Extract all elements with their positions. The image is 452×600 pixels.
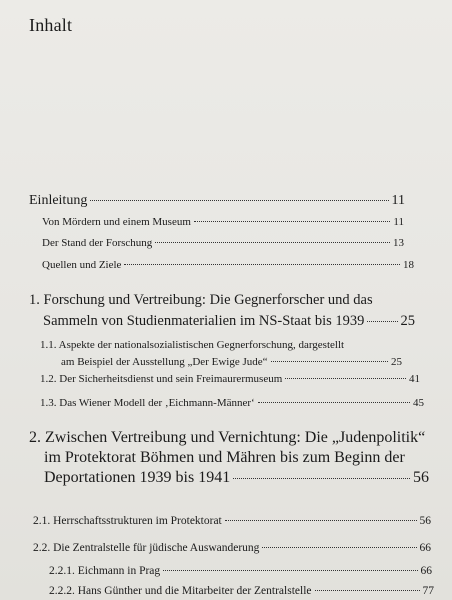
dot-leader [285, 378, 406, 379]
dot-leader [225, 520, 417, 521]
toc-entry-page: 11 [393, 216, 404, 228]
chapter-title-line: Sammeln von Studienmaterialien im NS-Staat bis 1939 [43, 313, 365, 329]
toc-entry-page: 13 [393, 237, 404, 249]
toc-entry-page: 77 [422, 585, 434, 597]
toc-entry-page: 45 [413, 397, 424, 409]
toc-entry-title [40, 397, 255, 409]
chapter-number: 2. [29, 429, 41, 446]
dot-leader [367, 321, 397, 322]
section-title: Der Sicherheitsdienst und sein Freimaurermuseum [59, 373, 283, 385]
section-title-line: am Beispiel der Ausstellung „Der Ewige Jude“ [61, 356, 268, 368]
toc-entry-title [49, 565, 160, 577]
toc-chapter-2 [29, 428, 429, 488]
section-number: 2.2.1. [49, 565, 75, 577]
dot-leader [258, 402, 410, 403]
dot-leader [163, 570, 417, 571]
section-title: Eichmann in Prag [77, 565, 161, 577]
dot-leader [233, 478, 410, 479]
toc-subentry [49, 585, 434, 597]
dot-leader [271, 361, 388, 362]
toc-chapter-1 [29, 290, 415, 332]
dot-leader [315, 590, 420, 591]
section-number: 2.1. [33, 515, 51, 527]
toc-subentry [42, 237, 404, 249]
dot-leader [194, 221, 391, 222]
toc-entry-page: 25 [400, 313, 415, 329]
chapter-title-line: Forschung und Vertreibung: Die Gegnerforscher und das [43, 292, 373, 308]
section-number: 1.3. [40, 397, 57, 409]
toc-subentry [49, 565, 432, 577]
section-title: Herrschaftsstrukturen im Protektorat [53, 515, 222, 527]
toc-entry-page: 66 [419, 542, 431, 554]
toc-subentry [40, 373, 420, 385]
dot-leader [90, 200, 388, 201]
toc-subentry [33, 515, 431, 527]
dot-leader [155, 242, 390, 243]
toc-entry-title: Der Stand der Forschung [42, 237, 153, 249]
toc-entry-title [33, 542, 259, 554]
toc-entry-title: Quellen und Ziele [42, 259, 122, 271]
section-number: 2.2.2. [49, 585, 75, 597]
section-number: 1.2. [40, 373, 57, 385]
chapter-title-line: im Protektorat Böhmen und Mähren bis zum Beginn der [44, 449, 405, 466]
chapter-title-line: Deportationen 1939 bis 1941 [44, 469, 231, 486]
section-title: Das Wiener Modell der ‚Eichmann-Männer‘ [59, 397, 255, 409]
toc-entry-page: 25 [391, 356, 402, 368]
toc-subentry [40, 337, 402, 371]
toc-entry-page: 66 [420, 565, 432, 577]
toc-subentry [33, 542, 431, 554]
toc-entry-page: 56 [419, 515, 431, 527]
toc-entry-title [40, 373, 282, 385]
section-title-line: Aspekte der nationalsozialistischen Gegnerforschung, dargestellt [58, 339, 345, 351]
toc-entry-page: 41 [409, 373, 420, 385]
toc-entry-title: Von Mördern und einem Museum [42, 216, 191, 228]
toc-entry-title [33, 515, 222, 527]
toc-subentry [42, 259, 414, 271]
chapter-number: 1. [29, 292, 40, 308]
toc-entry-title: Einleitung [29, 193, 88, 208]
dot-leader [262, 547, 416, 548]
section-title: Hans Günther und die Mitarbeiter der Zentralstelle [77, 585, 312, 597]
toc-entry-page: 11 [391, 193, 405, 208]
page-title: Inhalt [29, 15, 73, 35]
section-title: Die Zentralstelle für jüdische Auswanderung [53, 542, 260, 554]
toc-subentry [42, 216, 404, 228]
toc-entry-page: 18 [403, 259, 414, 271]
section-number: 2.2. [33, 542, 51, 554]
toc-entry-title [49, 585, 312, 597]
dot-leader [124, 264, 400, 265]
toc-entry-page: 56 [413, 469, 429, 486]
chapter-title-line: Zwischen Vertreibung und Vernichtung: Die „Judenpolitik“ [45, 429, 426, 446]
section-number: 1.1. [40, 339, 57, 351]
toc-subentry [40, 397, 424, 409]
toc-entry-einleitung [29, 193, 405, 209]
